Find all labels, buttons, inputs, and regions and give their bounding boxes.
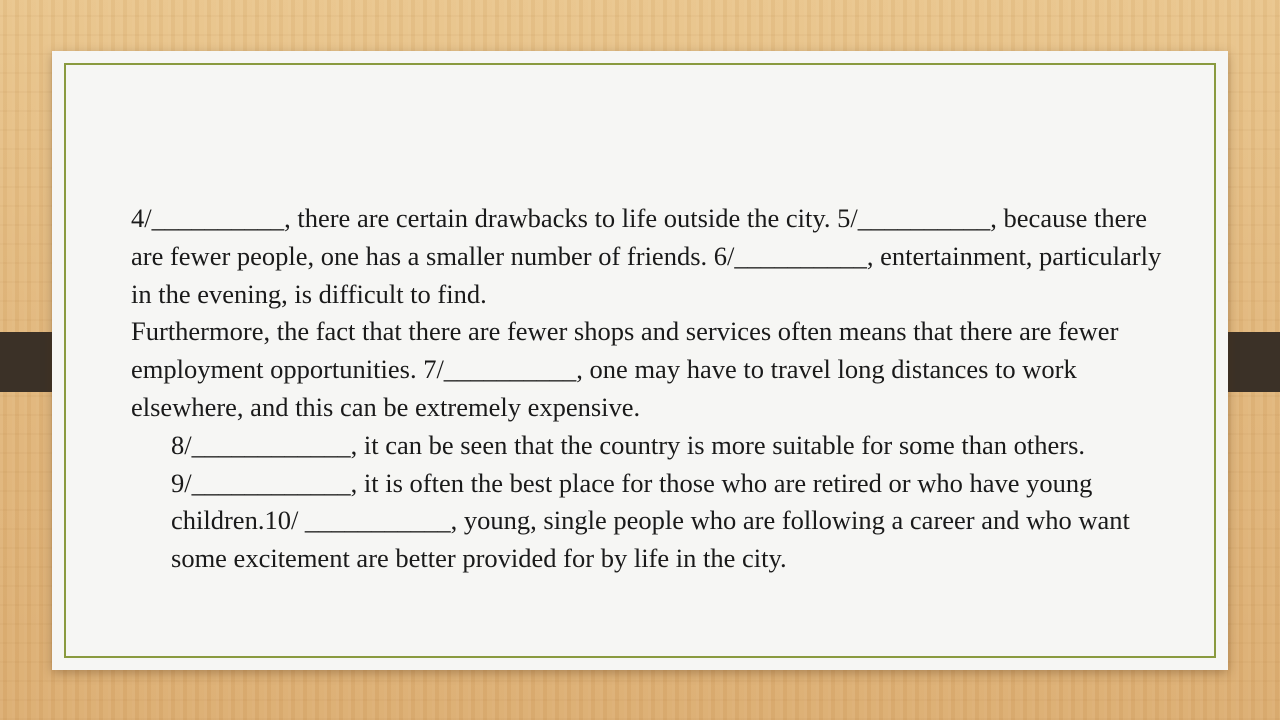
slide-paper (52, 51, 1228, 670)
paragraph-employment: Furthermore, the fact that there are fewer shops and services often means that there are fewer employment opportunities. 7/__________, one may have to travel long distances to work elsewhere, and this can be extremely expensive. (131, 316, 1119, 422)
slide-text-body (131, 200, 1171, 578)
paragraph-conclusion: 8/____________, it can be seen that the country is more suitable for some than others. 9/____________, it is often the best place for those who are retired or who have young children.10/ ___________, young, single people who are following a career and who want some excitement are better provided for by life in the city. (171, 429, 1130, 574)
paragraph-drawbacks: 4/__________, there are certain drawbacks to life outside the city. 5/__________, because there are fewer people, one has a smaller number of friends. 6/__________, entertainment, particularly in the evening, is difficult to find. (131, 203, 1162, 309)
